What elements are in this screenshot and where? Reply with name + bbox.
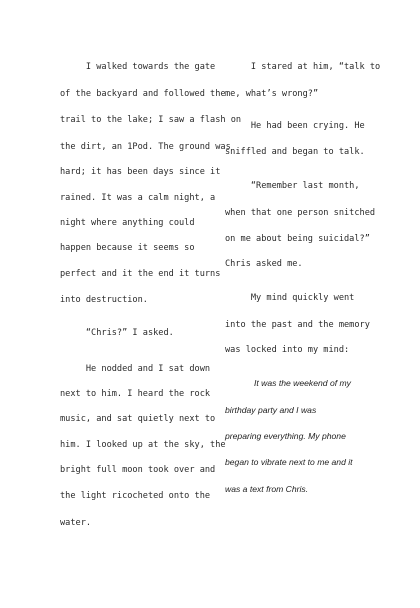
left-line: him. I looked up at the sky, the xyxy=(60,440,226,450)
left-line: trail to the lake; I saw a flash on xyxy=(60,115,242,125)
right-italic-line: It was the weekend of my xyxy=(254,378,351,388)
left-line: I walked towards the gate xyxy=(60,62,216,72)
left-line: rained. It was a calm night, a xyxy=(60,193,216,203)
left-line: He nodded and I sat down xyxy=(60,364,211,374)
right-italic-line: was a text from Chris. xyxy=(225,484,309,494)
right-line: “Remember last month, xyxy=(225,181,360,191)
left-line: the light ricocheted onto the xyxy=(60,491,211,501)
left-line: the dirt, an 1Pod. The ground was xyxy=(60,142,231,152)
right-line: me, what’s wrong?” xyxy=(225,89,319,99)
left-line: hard; it has been days since it xyxy=(60,167,221,177)
right-line: I stared at him, “talk to xyxy=(225,62,381,72)
left-line: bright full moon took over and xyxy=(60,465,216,475)
right-line: sniffled and began to talk. xyxy=(225,147,365,157)
left-line: next to him. I heard the rock xyxy=(60,389,211,399)
left-line: water. xyxy=(60,518,92,528)
right-italic-line: began to vibrate next to me and it xyxy=(225,457,353,467)
left-line: of the backyard and followed the xyxy=(60,89,226,99)
right-line: was locked into my mind: xyxy=(225,345,350,355)
right-italic-line: preparing everything. My phone xyxy=(225,431,346,441)
right-italic-line: birthday party and I was xyxy=(225,405,317,415)
right-line: into the past and the memory xyxy=(225,320,370,330)
left-line: happen because it seems so xyxy=(60,243,195,253)
left-line: music, and sat quietly next to xyxy=(60,414,216,424)
right-line: when that one person snitched xyxy=(225,208,376,218)
left-line: into destruction. xyxy=(60,295,148,305)
left-line: “Chris?” I asked. xyxy=(60,328,174,338)
right-line: on me about being suicidal?” xyxy=(225,234,370,244)
right-line: Chris asked me. xyxy=(225,259,303,269)
left-line: perfect and it the end it turns xyxy=(60,269,221,279)
right-line: My mind quickly went xyxy=(225,293,355,303)
left-line: night where anything could xyxy=(60,218,195,228)
right-line: He had been crying. He xyxy=(225,121,365,131)
